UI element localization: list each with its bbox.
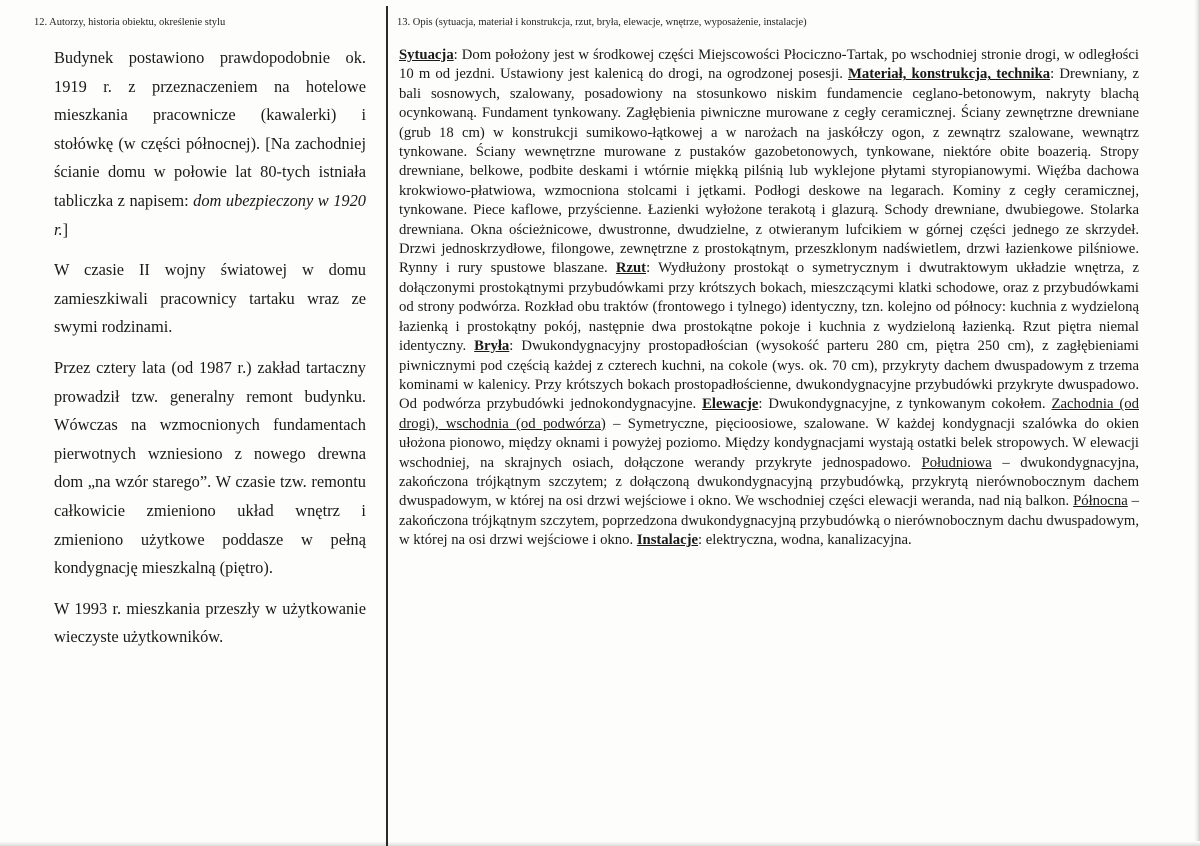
elewacje-text-1: : Dwukondygnacyjne, z tynkowanym cokołem. — [758, 396, 1052, 413]
elewacje-text-2: – Symetryczne, pięcioosiowe, szalowane. W każdej kondygnacji szalówka do okien ułożona pionowo, między oknami i powyżej poziomo. Między kondygnacjami wystają ostatki belek stropowych. W elewacji wschodniej, na skrajnych osiach, dołączone werandy przykryte jednospadowo. — [399, 415, 1139, 471]
polnocna-text: – zakończona trójkątnym szczytem, poprzedzona dwukondygnacyjną przybudówką o nierównobocznym dachu dwuspadowym, w której na osi drzwi wejściowe i okno. — [399, 493, 1140, 549]
rzut-label: Rzut — [615, 260, 647, 277]
left-column-header: 12. Autorzy, historia obiektu, określenie stylu — [34, 17, 226, 28]
history-paragraph-4: W 1993 r. mieszkania przeszły w użytkowanie wieczyste użytkowników. — [54, 598, 366, 647]
paper-edge-bottom — [0, 841, 1200, 846]
material-label: Materiał, konstrukcja, technika — [848, 66, 1051, 83]
instalacje-label: Instalacje — [636, 532, 699, 549]
material-text: : Drewniany, z bali sosnowych, szalowany, posadowiony na stosunkowo niskim fundamencie ceglano-betonowym, nakryty blachą ocynkowaną. Fundament tynkowany. Zagłębienia piwniczne murowane z cegły ceramicznej. Ściany zewnętrzne drewniane (grub 18 cm) w konstrukcji sumikowo-łątkowej a w narożach na jaskółczy ogon, z zewnątrz szalowane, wewnątrz tynkowane. Ściany wewnętrzne murowane z pustaków gazobetonowych, tynkowane, niektóre obite boazerią. Stropy drewniane, belkowe, podbite deskami i wtórnie miękką pilśnią lub wyklejone płytami styropianowymi. Więźba dachowa krokwiowo-płatwiowa, wzmocniona stolcami i jętkami. Podłogi deskowe na legarach. Kominy z cegły ceramicznej, tynkowane. Piece kaflowe, przyścienne. Łazienki wyłożone terakotą i glazurą. Schody drewniane, dwubiegowe. Stolarka drewniana. Okna ościeżnicowe, dwustronne, dwudzielne, z otwieranym lufcikiem w górnej części jednego ze skrzydeł. Drzwi jednoskrzydłowe, filongowe, zewnętrzne z prostokątnym, przeszklonym nadświetlem, drzwi łazienkowe pilśniowe. Rynny i rury spustowe blaszane. — [399, 66, 1140, 277]
history-text-1: Budynek postawiono prawdopodobnie ok. 1919 r. z przeznaczeniem na hotelowe mieszkania pracownicze (kawalerki) i stołówkę (w części północnej). [Na zachodniej ścianie domu w połowie lat 80-tych istniała tabliczka z napisem: — [54, 48, 366, 210]
paper-edge-right — [1194, 0, 1200, 846]
poludniowa-label: Południowa — [921, 454, 992, 471]
history-column — [54, 44, 366, 664]
bryla-label: Bryła — [474, 338, 510, 355]
bryla-text: : Dwukondygnacyjny prostopadłościan (wysokość parteru 280 cm, piętra 250 cm), z zagłębieniami piwnicznymi pod częścią każdej z czterech kuchni, na cokole (wys. ok. 70 cm), przykryty dachem dwuspadowym z trzema kominami w kalenicy. Przy krótszych bokach prostopadłościenne, dwukondygnacyjne przybudówki przykryte dwuspadowo. Od podwórza przybudówki jednokondygnacyjne. — [399, 338, 1139, 413]
history-paragraph-1 — [54, 44, 366, 244]
polnocna-label: Północna — [1073, 493, 1128, 510]
description-column — [399, 46, 1139, 551]
instalacje-text: : elektryczna, wodna, kanalizacyjna. — [698, 532, 912, 549]
bracket-close: ] — [62, 219, 69, 239]
elewacje-label: Elewacje — [702, 396, 759, 413]
right-column-header: 13. Opis (sytuacja, materiał i konstrukcja, rzut, bryła, elewacje, wnętrze, wyposażenie, instalacje) — [397, 17, 807, 28]
history-paragraph-3: Przez cztery lata (od 1987 r.) zakład tartaczny prowadził tzw. generalny remont budynku. Wówczas na wzmocnionych fundamentach pierwotnych wzniesiono z nowego drewna dom „na wzór starego”. W czasie tzw. remontu całkowicie zmieniono układ wnętrz i zmieniono użytkowe poddasze w pełną kondygnację mieszkalną (piętro). — [54, 357, 366, 578]
sytuacja-label: Sytuacja — [399, 47, 454, 63]
description-paragraph — [399, 46, 1139, 551]
poludniowa-text: – dwukondygnacyjna, zakończona trójkątnym szczytem; z dołączoną dwukondygnacyjną przybudówką, przykrytą nierównobocznym dachem dwuspadowym, w której na osi drzwi wejściowe i okno. We wschodniej części elewacji weranda, nad nią balkon. — [399, 454, 1140, 510]
rzut-text: : Wydłużony prostokąt o symetrycznym i dwutraktowym układzie wnętrza, z dołączonymi prostokątnymi przybudówkami przy krótszych bokach, mieszczącymi klatki schodowe, oraz z przybudówkami od strony podwórza. Rozkład obu traktów (frontowego i tylnego) identyczny, tzn. kolejno od północy: kuchnia z wydzieloną łazienką i prostokątny pokój, następnie dwa prostokątne pokoje i kuchnia z wydzieloną łazienką. Rzut piętra niemal identyczny. — [399, 260, 1139, 355]
column-divider — [386, 6, 388, 846]
plaque-inscription: dom ubezpieczony w 1920 r. — [54, 190, 366, 239]
sytuacja-text: : Dom położony jest w środkowej części Miejscowości Płociczno-Tartak, po wschodniej stronie drogi, w odległości 10 m od jezdni. Ustawiony jest kalenicą do drogi, na ogrodzonej posesji. — [399, 47, 1139, 83]
history-paragraph-2: W czasie II wojny światowej w domu zamieszkiwali pracownicy tartaku wraz ze swymi rodzinami. — [54, 260, 366, 337]
zachodnia-wschodnia-label: Zachodnia (od drogi), wschodnia (od podwórza) — [399, 396, 1139, 432]
